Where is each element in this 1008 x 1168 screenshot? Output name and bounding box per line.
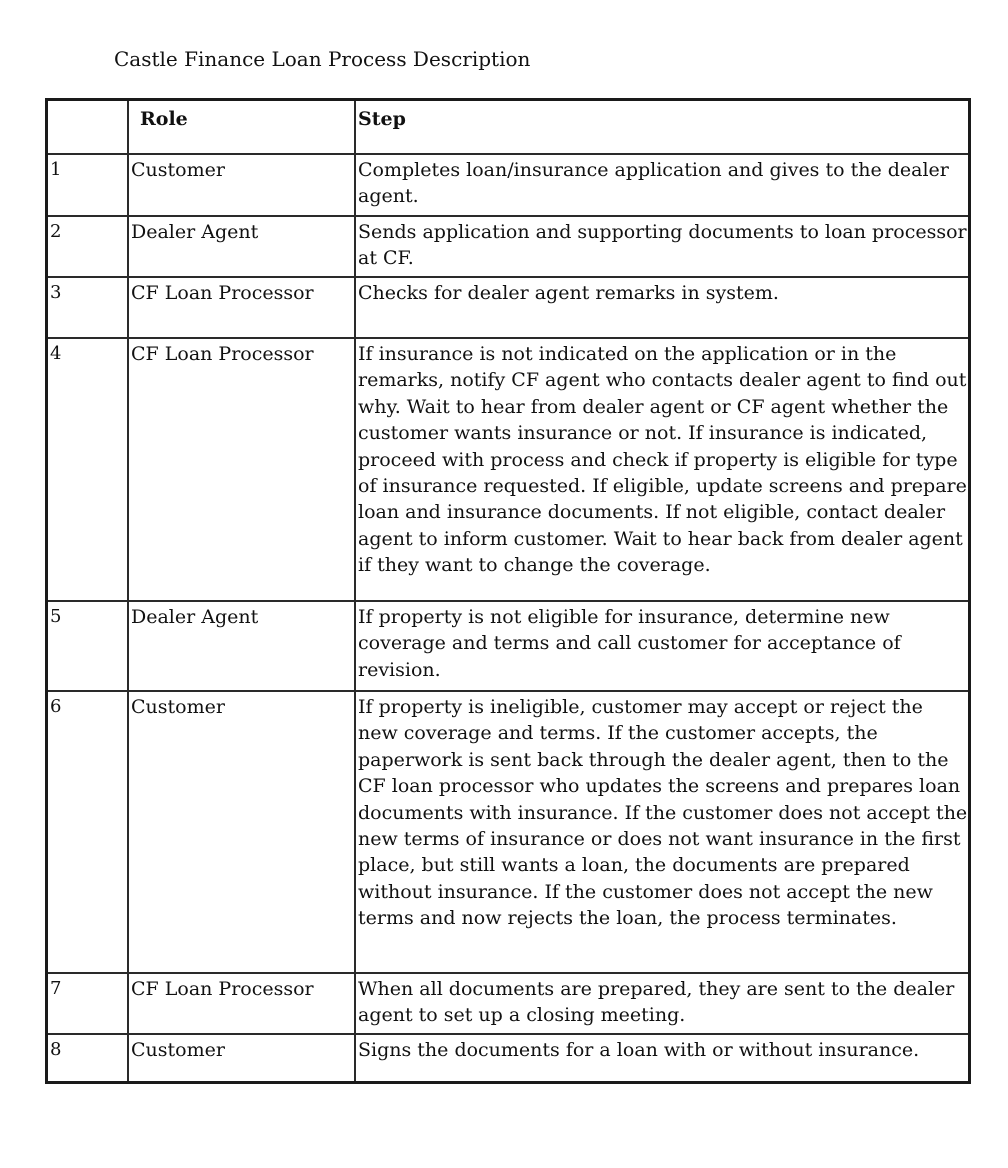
- row-number: 8: [48, 1034, 128, 1081]
- row-number: 4: [48, 338, 128, 601]
- table-row: [48, 277, 968, 338]
- process-table-container: [45, 98, 971, 1084]
- table-row: [48, 691, 968, 973]
- row-role: Customer: [128, 1034, 355, 1081]
- row-number: 7: [48, 973, 128, 1034]
- table-row: [48, 216, 968, 277]
- header-role: Role: [128, 101, 355, 154]
- row-role: CF Loan Processor: [128, 277, 355, 338]
- table-row: [48, 1034, 968, 1081]
- table-row: [48, 973, 968, 1034]
- row-step: Checks for dealer agent remarks in system.: [355, 277, 968, 338]
- row-step: When all documents are prepared, they are sent to the dealer agent to set up a closing meeting.: [355, 973, 968, 1034]
- row-number: 3: [48, 277, 128, 338]
- row-step: Signs the documents for a loan with or without insurance.: [355, 1034, 968, 1081]
- row-role: CF Loan Processor: [128, 973, 355, 1034]
- header-number: [48, 101, 128, 154]
- table-header-row: [48, 101, 968, 154]
- row-step: If insurance is not indicated on the application or in the remarks, notify CF agent who contacts dealer agent to find out why. Wait to hear from dealer agent or CF agent whether the customer wants insurance or not. If insurance is indicated, proceed with process and check if property is eligible for type of insurance requested. If eligible, update screens and prepare loan and insurance documents. If not eligible, contact dealer agent to inform customer. Wait to hear back from dealer agent if they want to change the coverage.: [355, 338, 968, 601]
- row-role: CF Loan Processor: [128, 338, 355, 601]
- row-step: If property is not eligible for insurance, determine new coverage and terms and call customer for acceptance of revision.: [355, 601, 968, 691]
- process-table: [48, 101, 968, 1081]
- table-row: [48, 154, 968, 216]
- row-number: 6: [48, 691, 128, 973]
- row-role: Dealer Agent: [128, 601, 355, 691]
- row-number: 5: [48, 601, 128, 691]
- row-step: If property is ineligible, customer may accept or reject the new coverage and terms. If the customer accepts, the paperwork is sent back through the dealer agent, then to the CF loan processor who updates the screens and prepares loan documents with insurance. If the customer does not accept the new terms of insurance or does not want insurance in the first place, but still wants a loan, the documents are prepared without insurance. If the customer does not accept the new terms and now rejects the loan, the process terminates.: [355, 691, 968, 973]
- row-number: 2: [48, 216, 128, 277]
- row-role: Dealer Agent: [128, 216, 355, 277]
- row-step: Completes loan/insurance application and gives to the dealer agent.: [355, 154, 968, 216]
- document-title: Castle Finance Loan Process Description: [114, 47, 531, 71]
- row-number: 1: [48, 154, 128, 216]
- table-row: [48, 338, 968, 601]
- header-step: Step: [355, 101, 968, 154]
- table-row: [48, 601, 968, 691]
- row-role: Customer: [128, 691, 355, 973]
- row-role: Customer: [128, 154, 355, 216]
- row-step: Sends application and supporting documents to loan processor at CF.: [355, 216, 968, 277]
